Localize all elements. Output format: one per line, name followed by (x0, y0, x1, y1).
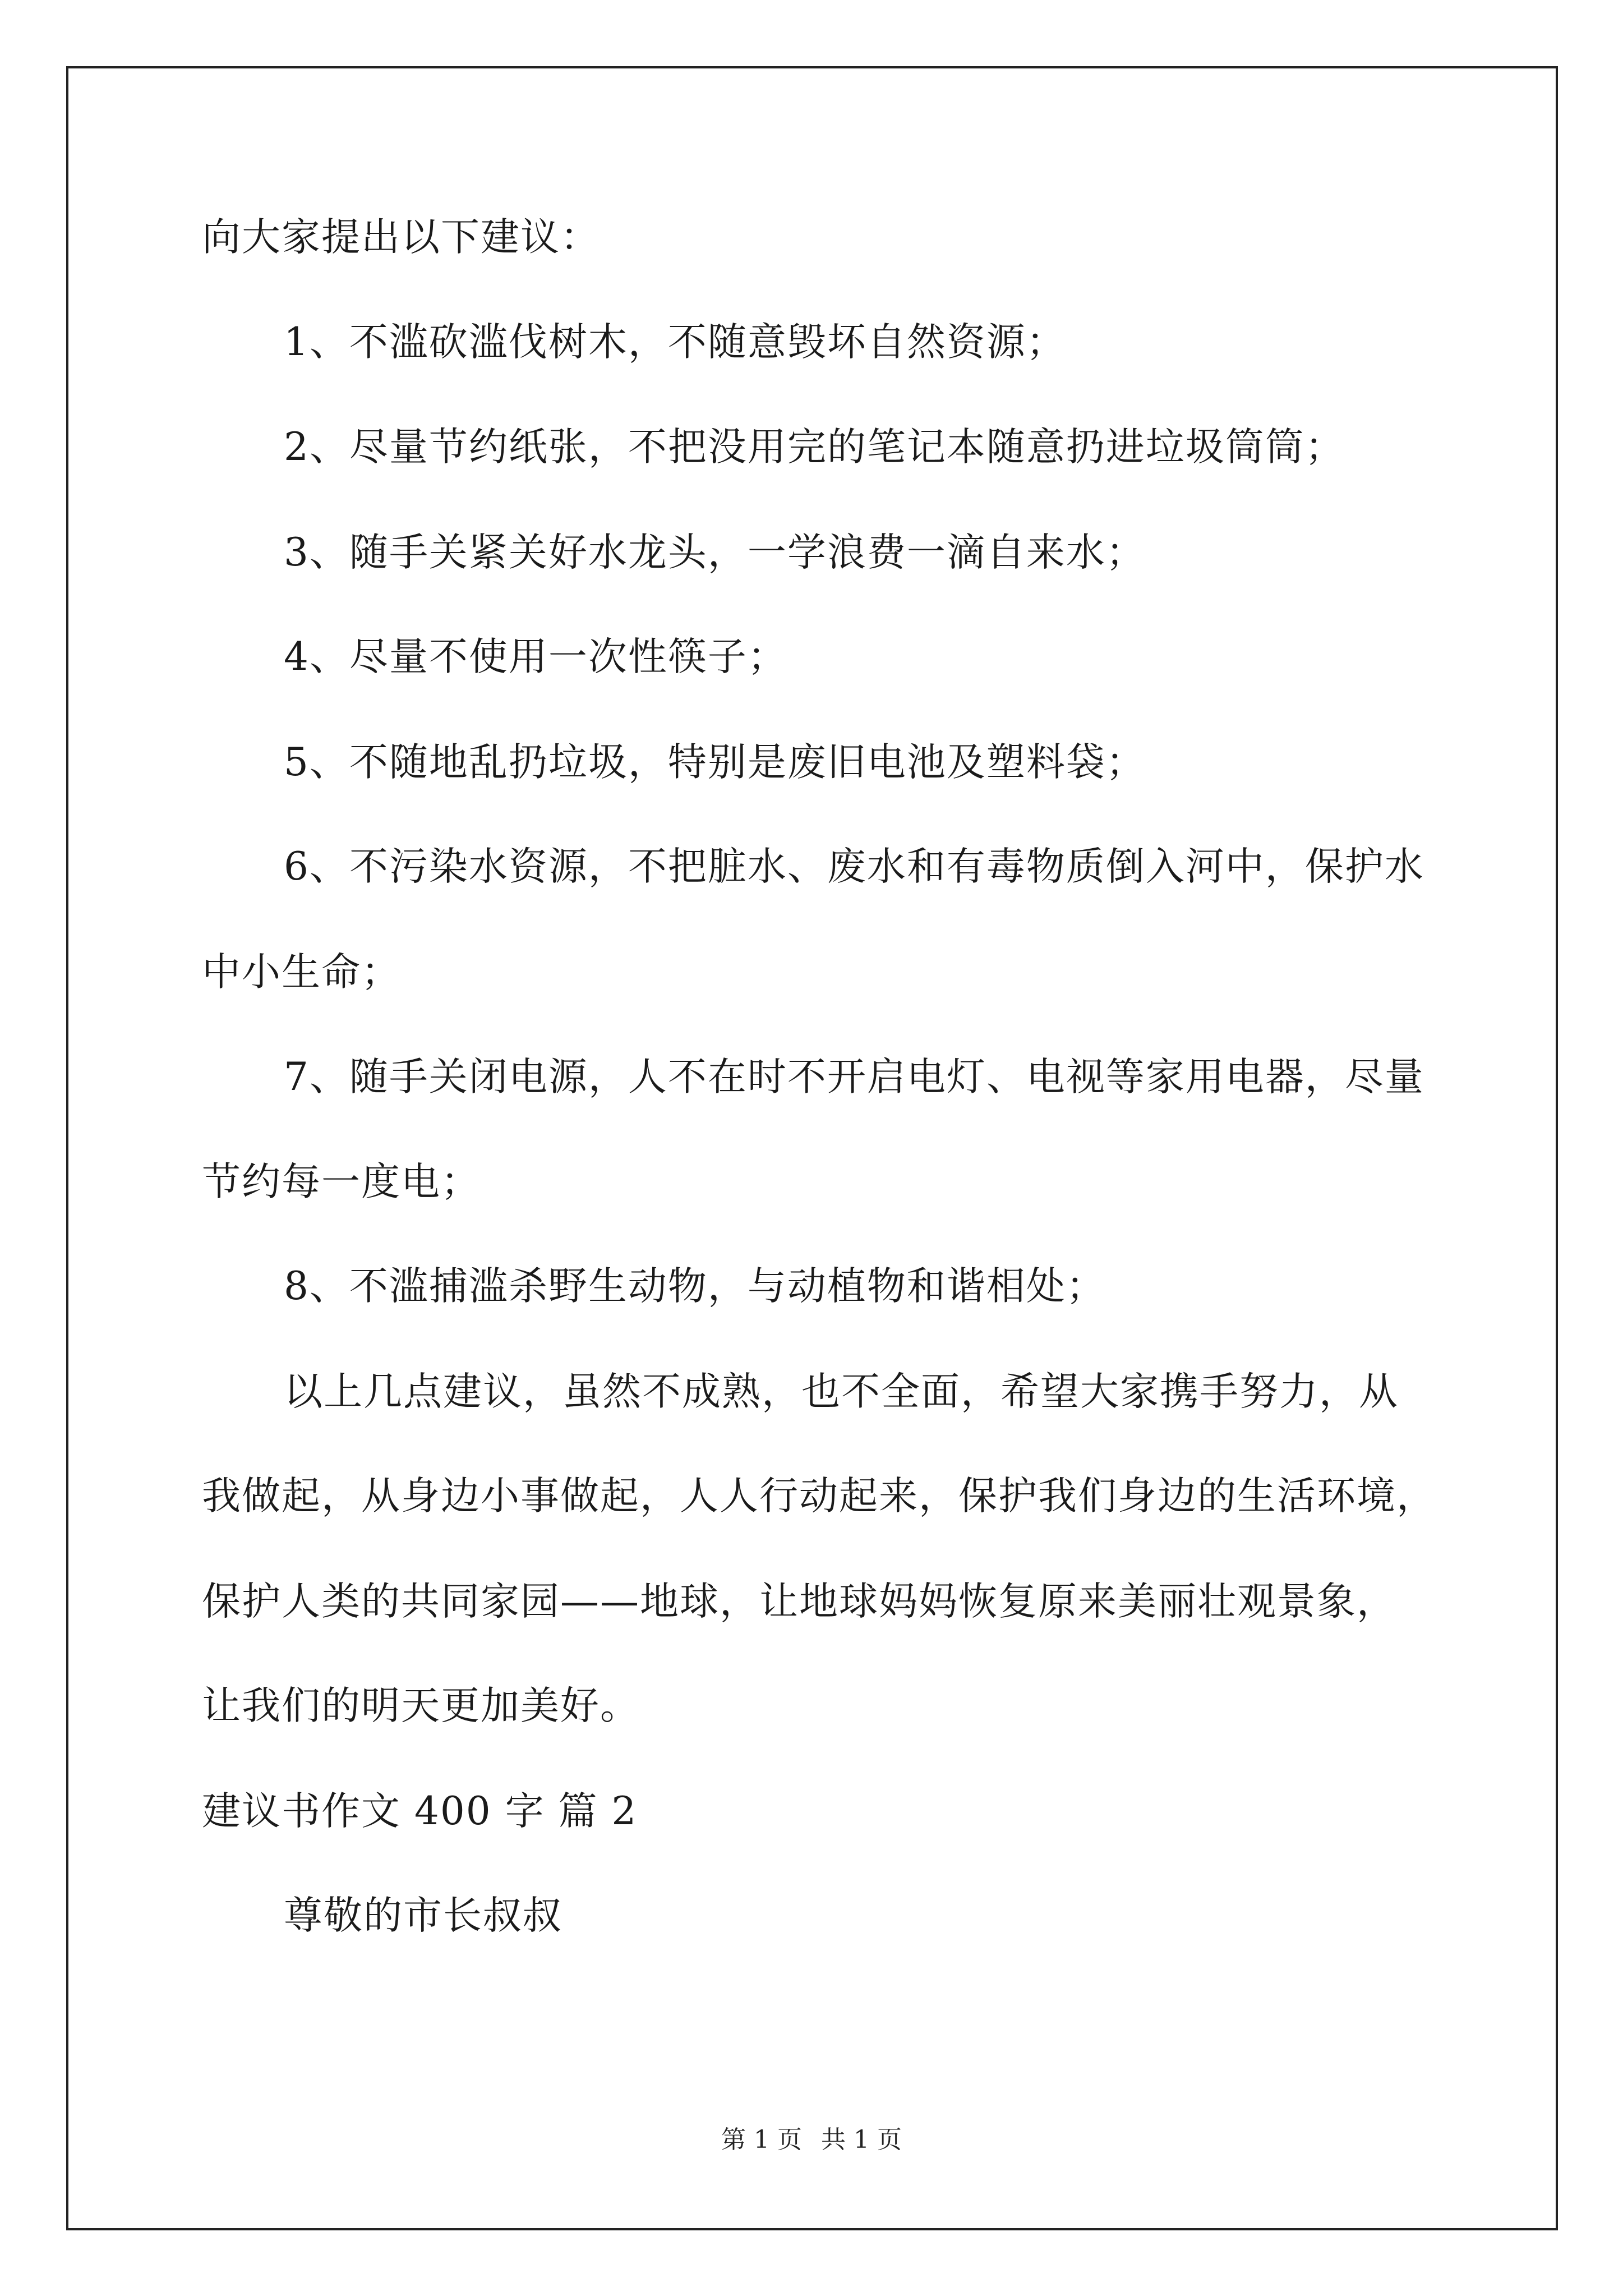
text-line-intro: 向大家提出以下建议： (202, 215, 600, 260)
text-line-suggestion-3: 3、随手关紧关好水龙头，一学浪费一滴自来水； (284, 530, 1146, 575)
text-line-conclusion-4: 让我们的明天更加美好。 (202, 1683, 640, 1728)
section-heading: 建议书作文 400 字 篇 2 (202, 1789, 638, 1834)
text-line-salutation: 尊敬的市长叔叔 (284, 1893, 562, 1938)
text-line-suggestion-4: 4、尽量不使用一次性筷子； (284, 634, 787, 679)
page-total: 共 1 页 (821, 2125, 902, 2154)
text-line-suggestion-8: 8、不滥捕滥杀野生动物，与动植物和谐相处； (284, 1264, 1106, 1309)
text-line-suggestion-6-cont: 中小生命； (202, 950, 401, 995)
text-line-conclusion-1: 以上几点建议，虽然不成熟，也不全面，希望大家携手努力，从 (284, 1369, 1399, 1414)
text-line-suggestion-7: 7、随手关闭电源，人不在时不开启电灯、电视等家用电器，尽量 (284, 1055, 1424, 1099)
page-number: 第 1 页 (721, 2125, 802, 2154)
text-line-suggestion-6: 6、不污染水资源，不把脏水、废水和有毒物质倒入河中，保护水 (284, 844, 1424, 889)
text-line-suggestion-1: 1、不滥砍滥伐树木，不随意毁坏自然资源； (284, 320, 1066, 365)
page-footer (0, 2123, 1623, 2157)
text-line-suggestion-2: 2、尽量节约纸张，不把没用完的笔记本随意扔进垃圾筒筒； (284, 425, 1345, 470)
text-line-conclusion-3: 保护人类的共同家园——地球，让地球妈妈恢复原来美丽壮观景象， (202, 1579, 1396, 1624)
text-line-suggestion-5: 5、不随地乱扔垃圾，特别是废旧电池及塑料袋； (284, 740, 1146, 785)
text-line-suggestion-7-cont: 节约每一度电； (202, 1159, 481, 1204)
text-line-conclusion-2: 我做起，从身边小事做起，人人行动起来，保护我们身边的生活环境， (202, 1474, 1436, 1519)
